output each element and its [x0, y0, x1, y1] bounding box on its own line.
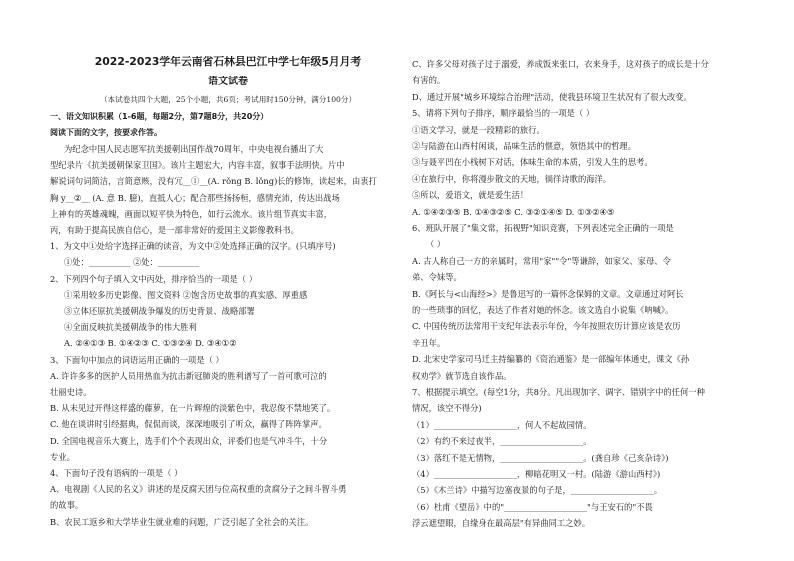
left-column-line: 2、下列四个句子填入文中丙处，排序恰当的一项是（ ）: [50, 273, 258, 284]
left-column-line: 解说词句词简洁，言简意赅，没有冗__①__(A. rǒng B. lǒng)长的修饰，读起来，由衷打: [50, 176, 377, 187]
right-column-line: ⑤所以，爱语文，就是爱生活！: [412, 190, 529, 201]
right-column-line: 浮云遮望眼，自缘身在最高层"有异曲同工之妙。: [412, 518, 591, 529]
left-column-line: ③立体还原抗美援朝战争爆发的历史背景、战略部署: [64, 306, 255, 316]
right-column-line: （6）杜甫《望岳》中的"____________________"与王安石的"不畏: [412, 501, 653, 512]
right-column-line: ③与聂平凹在小栈树下对话，体味生命的本质，引发人生的思考。: [412, 157, 653, 168]
right-column-line: D. 北宋史学家司马迁主持编纂的《资治通鉴》是一部编年体通史，课文《孙: [412, 354, 690, 365]
right-column-line: （1）____________________，何人不起故园情。: [412, 419, 592, 430]
right-column-line: A. 古人称自己一方的亲属时，常用"家""令"等谦辞，如家父、家母、令: [412, 255, 671, 266]
left-column-line: A、电视剧《人民的名义》讲述的是反腐天团与位高权重的贪腐分子之间斗智斗勇: [50, 484, 347, 495]
right-column-line: 弟、令妹等。: [412, 272, 462, 283]
left-column-line: 1、为文中①处给字选择正确的读音，为文中②处选择正确的汉字。(只填序号): [50, 241, 336, 252]
left-column-line: 4、下面句子没有语病的一项是（ ）: [50, 468, 183, 478]
left-column-line: 为纪念中国人民志愿军抗美援朝出国作战70周年，中央电视台播出了大: [64, 144, 324, 154]
right-column-line: （5）《木兰诗》中描写边塞夜景的句子是，____________________。: [412, 485, 663, 496]
right-column-line: D、通过开展"城乡环境综合治理"活动，使我县环境卫生状况有了很大改变。: [412, 91, 692, 102]
left-column-line: 丙，有助于提高民族自信心，是一部非常好的爱国主义影像教科书。: [50, 225, 299, 235]
right-column-line: 辛丑年。: [412, 337, 446, 348]
left-column-line: C. 他在谈讲时引经据典，侃侃而谈，深深地吸引了听众，赢得了阵阵掌声。: [50, 419, 327, 430]
left-column: [50, 0, 406, 561]
left-column-line: 的故事。: [50, 500, 84, 511]
right-column-line: A. ①④②③⑤ B. ①④③②⑤ C. ③②①④⑤ D. ①③②④⑤: [412, 206, 615, 217]
left-column-line: （本试卷共四个大题，25个小题，共6页；考试用时150分钟，满分100分）: [99, 95, 357, 105]
right-column-line: （ ）: [426, 239, 446, 250]
right-column-line: ④在旅行中，你将漫步散文的天地，徜徉诗歌的海洋。: [412, 173, 612, 184]
left-column-line: 语文试卷: [208, 76, 248, 88]
left-column-line: 胸 y__②__ (A. 意 B. 臆)，直抵人心；配合那些扬扬桓，感情充沛，传达出战场: [50, 192, 340, 203]
left-column-line: 一、语文知识积累（1-6题，每题2分，第7题8分，共20分）: [50, 111, 269, 121]
left-column-line: B. 从未见过开得这样盛的藤萝，在一片辉煌的淡紫色中，我忍俊不禁地笑了。: [50, 403, 336, 414]
left-column-line: 上神有的英雄魂魄，画面以短平快为特色，如行云流水。该片组节真实丰富，: [50, 208, 333, 219]
left-column-line: A. 许许多多的医护人员用热血为抗击新冠肺炎的胜利谱写了一首可歌可泣的: [50, 370, 327, 381]
left-column-line: ④全面反映抗美援朝战争的伟大胜利: [64, 322, 197, 333]
right-column-line: C、许多父母对孩子过于溺爱，养成饭来张口，衣来身手，这对孩子的成长是十分: [412, 59, 709, 69]
right-column-line: 6、班队开展了"集文常，拓视野"知识竞赛，下列表述完全正确的一项是: [412, 223, 674, 233]
right-column-line: （4）____________________，柳暗花明又一村。(陆游《游山西村》): [412, 469, 661, 479]
left-column-line: 型纪录片《抗美援朝保家卫国》。该片主题宏大，内容丰富，叙事手法明快。片中: [50, 160, 345, 171]
right-column-line: ①语文学习，就是一段精彩的旅行。: [412, 124, 545, 135]
left-column-line: ①采用较多历史影像、图文资料 ②饱含历史故事的真实感、厚重感: [64, 289, 308, 300]
right-column-line: 情况，该空不得分): [412, 403, 482, 414]
right-column-line: （3）落红不是无情物，____________________。(龚自珍《己亥杂诗》): [412, 452, 669, 463]
left-column-line: 壮丽史诗。: [50, 387, 92, 397]
left-column-line: A. ②④①③ B. ①④②③ C. ①③②④ D. ③④①②: [64, 338, 237, 349]
left-column-line: 阅读下面的文字，按要求作答。: [50, 127, 162, 137]
right-column-line: ②与陆游在山西村闲谈，品味生活的惬意，领悟其中的哲理。: [412, 141, 637, 151]
left-column-line: 专业。: [50, 451, 75, 462]
right-column-line: 有害的。: [412, 75, 446, 86]
right-column-line: 7、根据提示填空。(每空1分，共8分。凡出现加字、调字、错别字中的任何一种: [412, 387, 705, 397]
left-column-line: ①处：__________ ②处：__________: [64, 257, 200, 268]
left-column-line: 2022-2023学年云南省石林县巴江中学七年级5月月考: [94, 56, 362, 68]
left-column-line: D. 全国电视音乐大赛上，选手们个个表现出众，评委们也是气冲斗牛，十分: [50, 435, 328, 446]
right-column-line: C. 中国传统历法常用干支纪年法表示年份，今年按照农历计算应该是农历: [412, 321, 681, 332]
right-column-line: B.《阿长与<山海经>》是鲁迅写的一篇怀念保姆的文章。文章通过对阿长: [412, 288, 684, 299]
right-column-line: （2）有约不来过夜半，____________________。: [412, 436, 592, 447]
right-column: [412, 0, 752, 561]
right-column-line: 5、请将下列句子排序，顺序最恰当的一项是（ ）: [412, 108, 595, 119]
right-column-line: 的一些琐事的回忆，表达了作者对她的怀念。该文选自小说集《呐喊》。: [412, 305, 674, 315]
left-column-line: 3、下面句中加点的词语运用正确的一项是（ ）: [50, 354, 224, 365]
left-column-line: B、农民工返乡和大学毕业生就业难的问题，广泛引起了全社会的关注。: [50, 516, 314, 527]
right-column-line: 权劝学》就节选自该作品。: [412, 370, 512, 381]
